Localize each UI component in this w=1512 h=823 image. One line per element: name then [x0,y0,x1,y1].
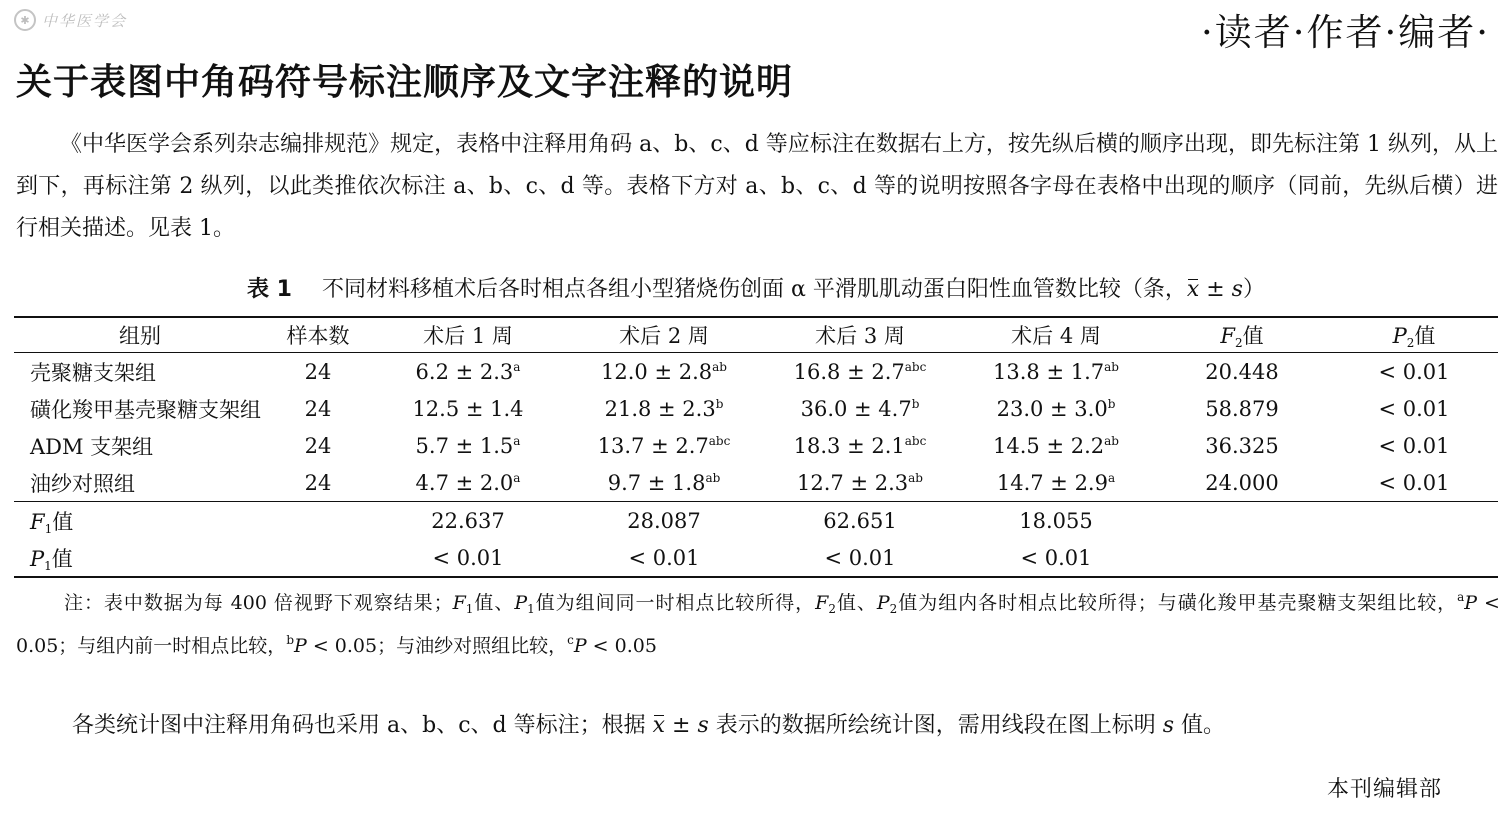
empty-cell [266,539,370,577]
group-name: 油纱对照组 [30,471,135,496]
header-week1: 术后 1 周 [370,317,566,353]
f2-value: 24.000 [1205,470,1279,495]
sd-symbol: s [1231,277,1243,302]
body-paragraph [16,124,1498,250]
p2-value: < 0.01 [1378,359,1450,384]
group-name: ADM 支架组 [30,434,154,459]
empty-cell [1330,539,1498,577]
data-table [14,316,1498,578]
empty-cell [266,502,370,540]
week3-value: 36.0 ± 4.7$^b$ [800,396,920,421]
empty-cell [1330,502,1498,540]
table-caption-text: 不同材料移植术后各时相点各组小型猪烧伤创面 α 平滑肌肌动蛋白阳性血管数比较（条， [321,277,1187,302]
week3-value: 12.7 ± 2.3$^{ab}$ [797,470,923,495]
seal-icon: ✱ [14,9,36,31]
p1-week1: < 0.01 [432,545,504,570]
table-header-row [14,317,1498,353]
editorial-signature: 本刊编辑部 [1326,777,1442,802]
column-title: ·读者·作者·编者· [1200,11,1490,54]
table-note [16,582,1500,668]
week4-value: 13.8 ± 1.7$^{ab}$ [993,359,1119,384]
p2-value: < 0.01 [1378,433,1450,458]
table-caption [0,272,1512,303]
f1-row [14,502,1498,540]
header-week3: 术后 3 周 [762,317,958,353]
group-name: 壳聚糖支架组 [30,360,156,385]
week4-value: 14.7 ± 2.9$^a$ [996,470,1116,495]
f1-week2: 28.087 [566,502,762,540]
table-row [14,353,1498,391]
mean-symbol: x [1186,277,1200,302]
f1-label: $F_1$值 [14,502,266,540]
table-row [14,464,1498,502]
week1-value: 12.5 ± 1.4 [412,396,524,421]
p1-week4: < 0.01 [1020,545,1092,570]
sample-size: 24 [304,396,332,421]
header-group: 组别 [14,317,266,353]
week3-value: 16.8 ± 2.7$^{abc}$ [793,359,927,384]
p1-label: $P_1$值 [30,546,73,573]
header-p2: $P_2$值 [1330,317,1498,353]
week2-value: 9.7 ± 1.8$^{ab}$ [607,470,721,495]
group-name: 磺化羧甲基壳聚糖支架组 [30,397,261,422]
header-f2: $F_2$值 [1154,317,1330,353]
week4-value: 14.5 ± 2.2$^{ab}$ [993,433,1119,458]
f1-week1: 22.637 [370,502,566,540]
f2-value: 36.325 [1205,433,1279,458]
week1-value: 4.7 ± 2.0$^a$ [415,470,521,495]
page-title: 关于表图中角码符号标注顺序及文字注释的说明 [16,62,794,103]
week4-value: 23.0 ± 3.0$^b$ [996,396,1116,421]
p2-value: < 0.01 [1378,470,1450,495]
closing-paragraph: 各类统计图中注释用角码也采用 a、b、c、d 等标注；根据 x ± s 表示的数据所绘统计图，需用线段在图上标明 s 值。 [72,713,1226,738]
header-n: 样本数 [266,317,370,353]
table-row [14,427,1498,464]
journal-logo [14,6,127,34]
f2-value: 58.879 [1205,396,1279,421]
plus-minus: ± [1199,277,1232,302]
sample-size: 24 [304,433,332,458]
header-week4: 术后 4 周 [958,317,1154,353]
header-week2: 术后 2 周 [566,317,762,353]
f1-week3: 62.651 [762,502,958,540]
f1-week4: 18.055 [958,502,1154,540]
week3-value: 18.3 ± 2.1$^{abc}$ [793,433,927,458]
table-row [14,390,1498,427]
sample-size: 24 [304,470,332,495]
empty-cell [1154,502,1330,540]
f2-value: 20.448 [1205,359,1279,384]
paragraph-text: 《中华医学会系列杂志编排规范》规定，表格中注释用角码 a、b、c、d 等应标注在数据右上方，按先纵后横的顺序出现，即先标注第 1 纵列，从上到下，再标注第 2 纵列，以此类推依次标注 a、b、c、d 等。表格下方对 a、b、c、d 等的说明按照各字母在表格中出现的顺序（同前，先纵后横）进行相关描述。见表 1。 [16,132,1498,241]
p1-week3: < 0.01 [824,545,896,570]
mean-symbol: x [652,713,666,738]
sample-size: 24 [304,359,332,384]
logo-text: 中华医学会 [42,11,128,30]
week2-value: 12.0 ± 2.8$^{ab}$ [601,359,727,384]
p2-value: < 0.01 [1378,396,1450,421]
table-caption-label: 表 1 [247,277,292,302]
week2-value: 13.7 ± 2.7$^{abc}$ [597,433,731,458]
week1-value: 6.2 ± 2.3$^a$ [415,359,521,384]
p1-week2: < 0.01 [628,545,700,570]
p1-row [14,539,1498,577]
caption-close: ） [1242,277,1265,302]
week2-value: 21.8 ± 2.3$^b$ [604,396,724,421]
week1-value: 5.7 ± 1.5$^a$ [415,433,521,458]
empty-cell [1154,539,1330,577]
note-text: 注：表中数据为每 400 倍视野下观察结果；$F_1$值、$P_1$值为组间同一时相点比较所得，$F_2$值、$P_2$值为组内各时相点比较所得；与磺化羧甲基壳聚糖支架组比较，$^a$P < 0.05；与组内前一时相点比较，$^b$P < 0.05；与油纱对照组比较，$^c$P < 0.05 [16,590,1500,657]
